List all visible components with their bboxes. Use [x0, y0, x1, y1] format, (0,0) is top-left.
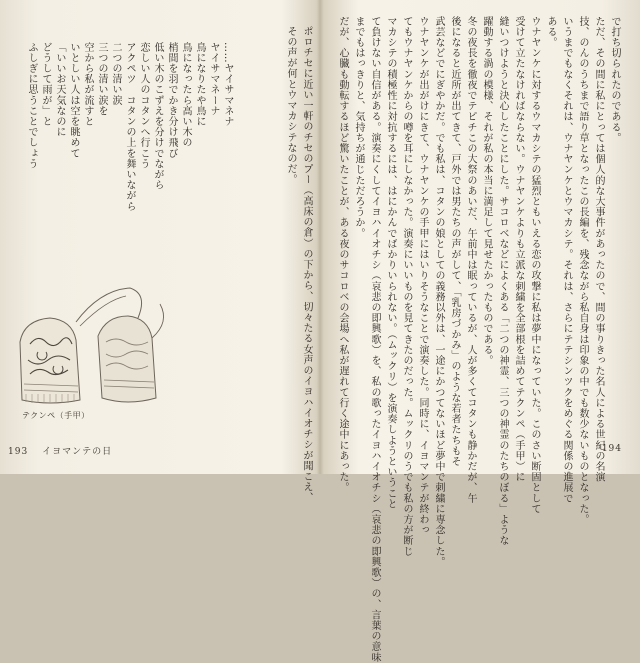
text-line: までもはっきりと、気持ちが通じただろうか。	[353, 16, 364, 239]
left-page-prose	[282, 26, 314, 503]
page-number-left: 193	[8, 447, 29, 457]
page-number-right: 194	[601, 444, 622, 454]
text-line: 冬の夜長を徹夜でテピチこの大祭のあいだ、午前中は眠っているが、人が多くてコタンも静かだが、午	[465, 16, 476, 504]
text-line: ポロチセに近い一軒のチセのプー（高床の倉）の下から、切々たる女声のイヨハイオチシが聞こえ、	[301, 26, 312, 503]
text-line: 武芸などでにぎやかだ。でも私は、コタンの娘としての義務以外は、一途にかつてないほど夢中で刺繍に専念した。	[433, 16, 444, 568]
tekunpe-illustration	[10, 282, 178, 412]
text-line: 縫いつけようと決心したことにした。サコロベなどによくある「二つの神霊、三つの神霊のたちのぼる」ような	[497, 16, 508, 546]
poem-line: 「いいお天気なのに	[54, 42, 65, 138]
right-page	[320, 0, 640, 663]
text-line: ウナヤンケが出がけにきて、ウナヤンケの手甲にはいりそうなことで演奏した。同時に、イヨマンテが終わっ	[417, 16, 428, 536]
text-line: てもウナヤンケからの噂を耳にしなかった。演奏にいいものを見てきたのだった。ムックリのうでも私の方が断じ	[401, 16, 412, 557]
text-line: て負けない自信がある。演奏にくしてイヨハイオチシ（哀悲の即興歌）を、私の歌ったイヨハイオチシ（哀悲の即興歌）の、言葉の意味	[369, 16, 380, 663]
poem-line: 梢間を羽でかき分け飛び	[166, 42, 177, 159]
text-line: 技、のんのうちまで語り草となったこの長編を、残念ながら私自身は印象の中でも数少ないものとなった。	[577, 16, 588, 525]
text-line: 躍動する渦の模様、それが私の本当に満足して見せたかったものである。	[481, 16, 492, 366]
text-line: だが、心臓も動転するほど驚いたことが、ある夜のサコロベの会場へ私が遅れて行く途中にあった。	[337, 16, 348, 493]
text-line: マカシテの積極性に対抗するには、はにかんでばかりいられない。（ムックリ）を演奏しようということ	[385, 16, 396, 510]
poem-line: 三つの清い涙を	[96, 42, 107, 117]
page-footer-left	[8, 444, 112, 457]
poem-line: 鳥になったら高い木の	[180, 42, 191, 148]
song-lyrics	[24, 42, 234, 282]
poem-line: 鳥になりたや鳥に	[194, 42, 205, 127]
text-line: で打ち切られたのである。	[609, 16, 620, 144]
text-line: ただ、その間に私にとっては個人的な大事件があったので、間の事りきった名人による世紀の名演	[593, 16, 604, 483]
illustration-caption: テクンペ（手甲）	[22, 411, 90, 420]
poem-line: いとしい人は空を眺めて	[68, 42, 79, 159]
text-line: ウナヤンケに対するウマカシテの猛烈ともいえる恋の攻撃に私は夢中になっていた。このさい断固として	[529, 16, 540, 515]
poem-line: 空から私が流すと	[82, 42, 93, 127]
poem-line: アクペツ コタンの上を舞いながら	[124, 42, 135, 212]
poem-line: ……ヤイサマネナ	[222, 42, 233, 127]
text-line: いうまでもなくそれは、ウナヤンケとウマカシテ。それは、さらにテテシンツクをめぐる関係の進展で	[561, 16, 572, 504]
text-line: ある。	[545, 16, 556, 48]
poem-line: 恋しい人のコタンへ行こう	[138, 42, 149, 170]
poem-line: どうして雨が」と	[40, 42, 51, 127]
poem-line: 二つの清い涙	[110, 42, 121, 106]
text-line: 後になると近所が出てきて、戸外では男たちの声がして、「乳房づかみ」のような若者たちもそ	[449, 16, 460, 467]
poem-line: ヤイサマネーナ	[208, 42, 219, 117]
text-line: その声が何とウマカシテなのだ。	[285, 26, 296, 185]
running-head: イヨマンテの日	[42, 447, 113, 457]
left-page	[0, 0, 320, 503]
poem-line: 低い木のこずえを分けでながら	[152, 42, 163, 191]
poem-line: ふしぎに思うことでしょう	[26, 42, 37, 170]
text-line: 受けて立たなければならない。ウナヤンケよりも立派な刺繍を全部根を詰めてテクンペ（手甲）に	[513, 16, 524, 483]
